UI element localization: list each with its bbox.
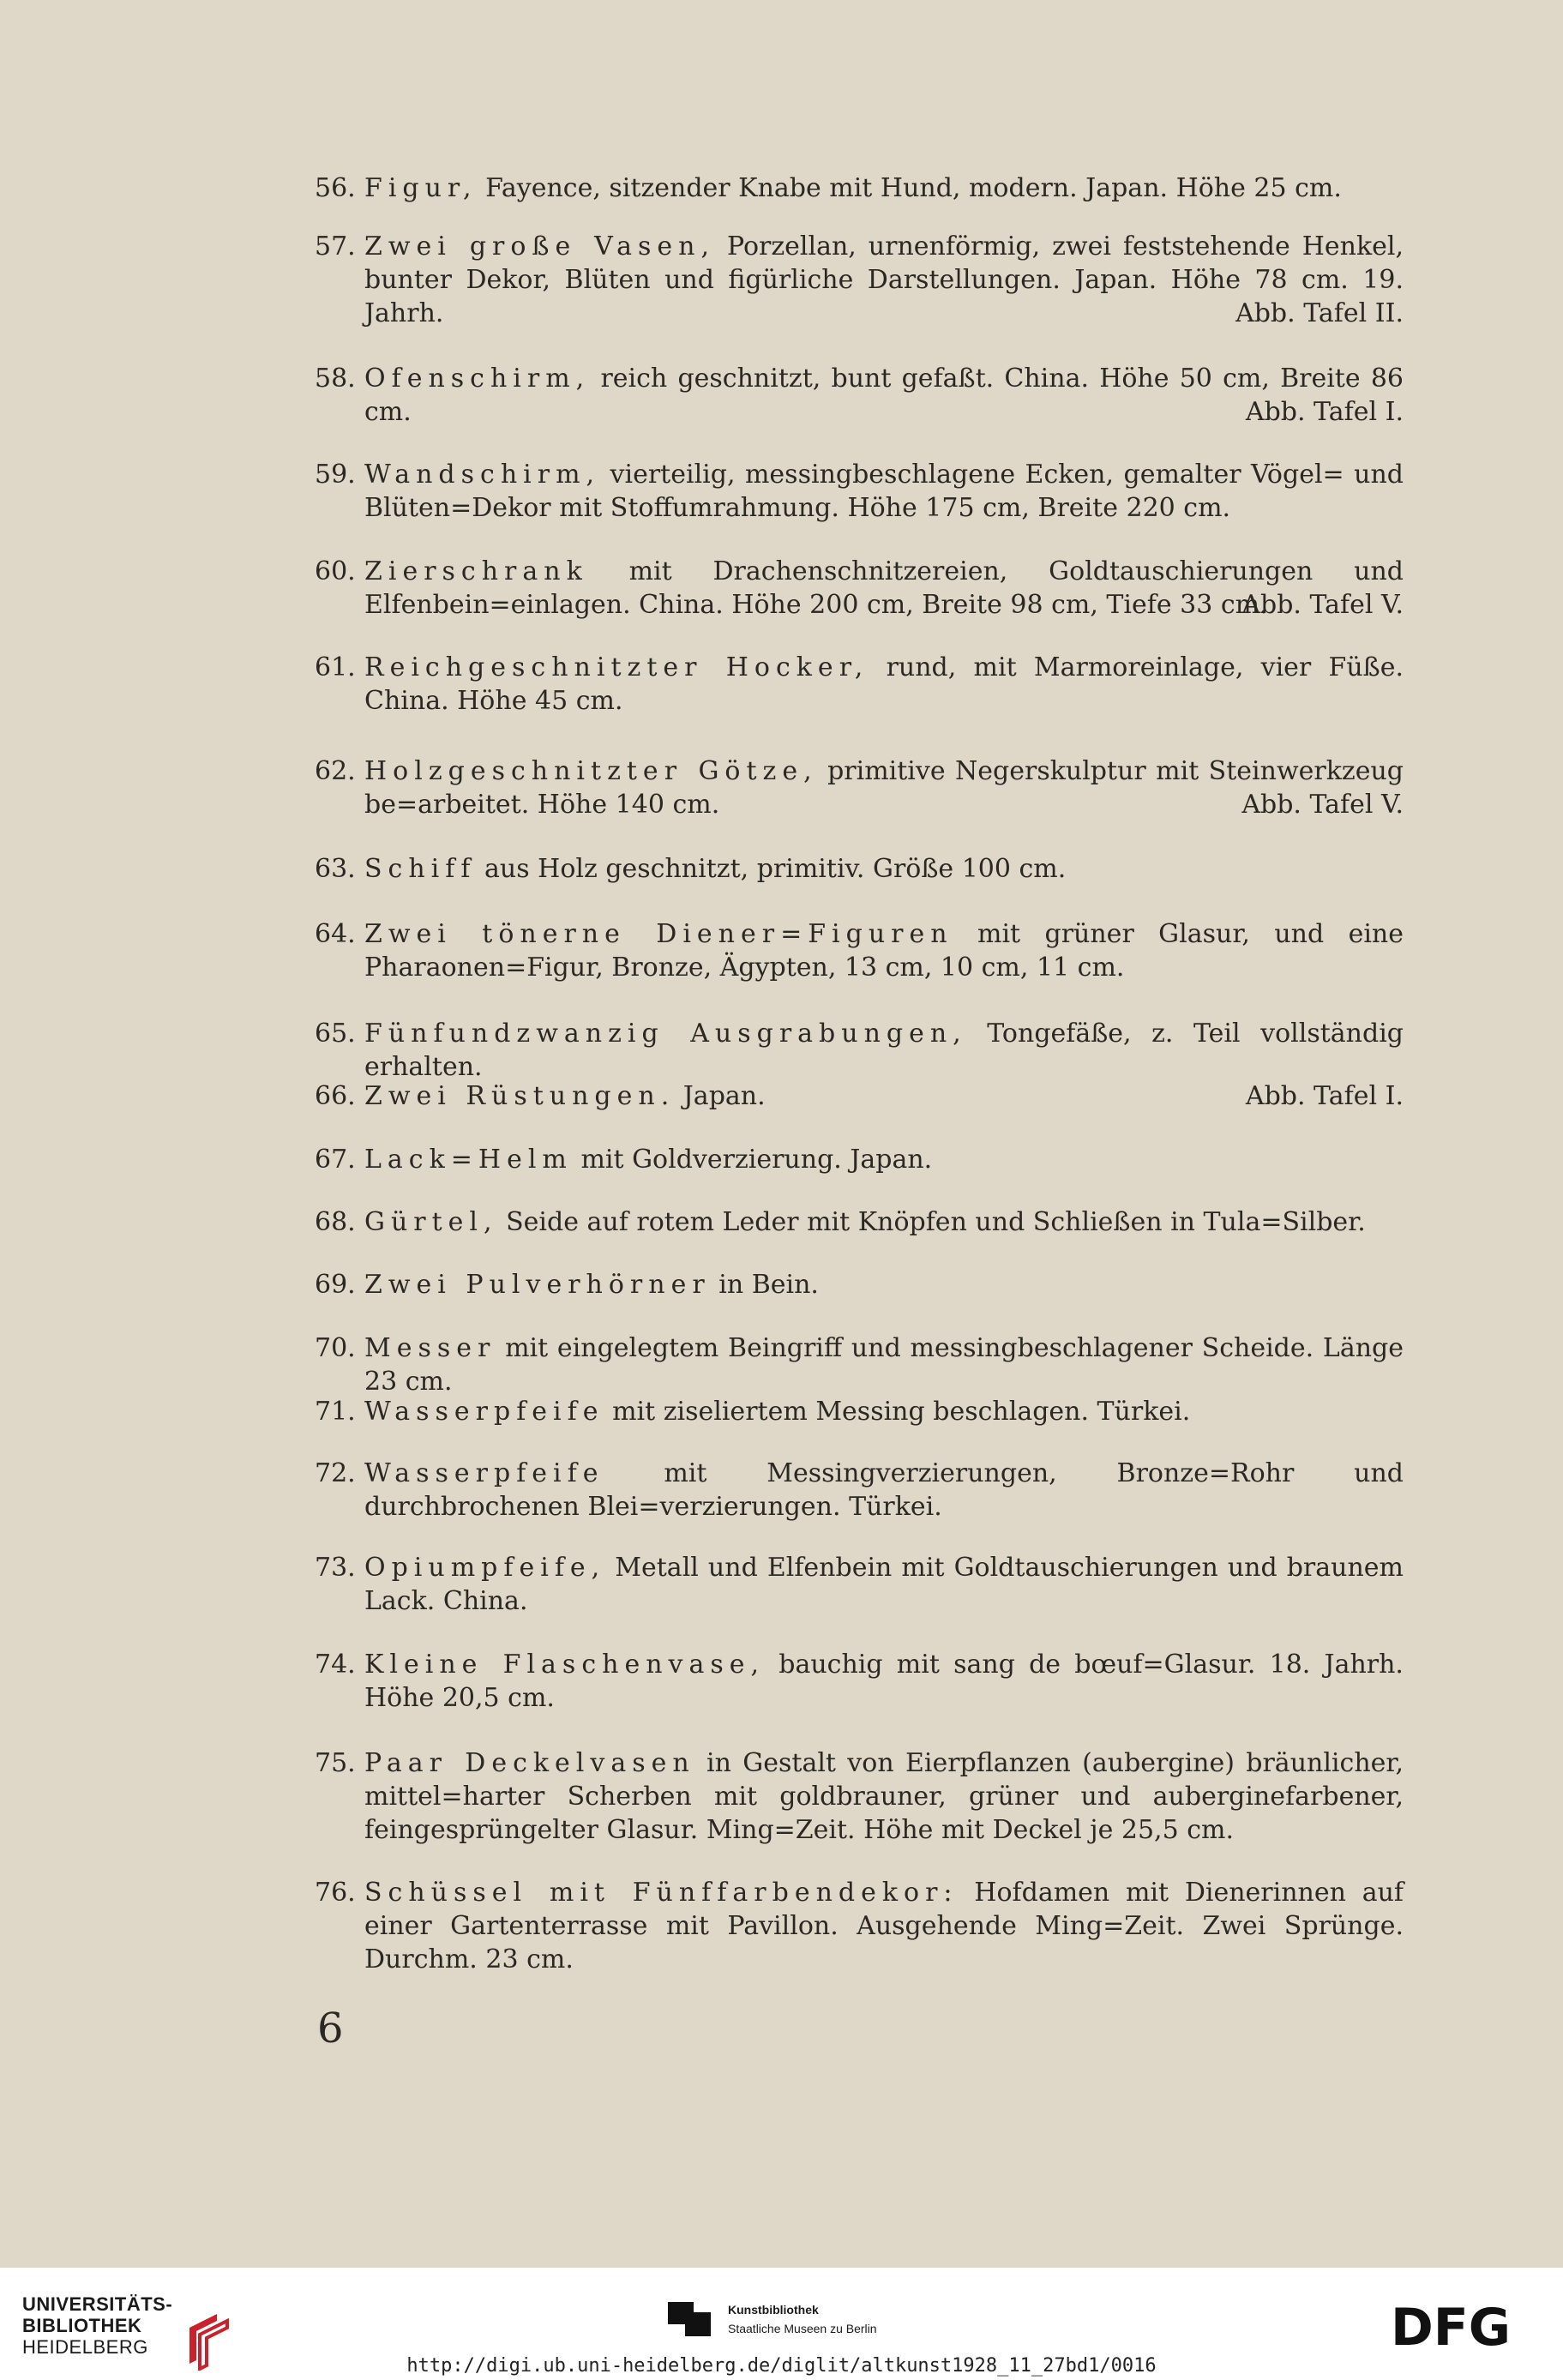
entry-title: Schiff	[364, 854, 477, 884]
entry-title: Zwei tönerne Diener=Figuren	[364, 919, 953, 949]
catalog-entry	[315, 1551, 1404, 1618]
logo-text-line: BIBLIOTHEK	[22, 2315, 142, 2336]
catalog-entry	[315, 458, 1404, 525]
entry-number: 65.	[315, 1019, 356, 1049]
catalog-entry	[315, 852, 1404, 886]
digitization-footer	[0, 2268, 1563, 2380]
entry-title: Fünfundzwanzig Ausgrabungen,	[364, 1019, 967, 1049]
institution-name: Kunstbibliothek	[728, 2303, 819, 2317]
catalog-entry	[315, 754, 1404, 821]
entry-title: Lack=Helm	[364, 1145, 573, 1175]
dfg-logo[interactable]	[1391, 2299, 1545, 2352]
entry-title: Zwei große Vasen,	[364, 231, 715, 261]
logo-text-line: HEIDELBERG	[22, 2336, 148, 2358]
entry-number: 68.	[315, 1207, 356, 1237]
catalog-entry	[315, 651, 1404, 718]
entry-number: 75.	[315, 1748, 356, 1778]
catalog-entry	[315, 171, 1404, 205]
entry-text: bauchig mit sang de bœuf=Glasur. 18. Jahrh. Höhe 20,5 cm.	[364, 1650, 1404, 1713]
catalog-entry	[315, 917, 1404, 984]
catalog-entry	[315, 230, 1404, 330]
entry-number: 58.	[315, 364, 356, 394]
entry-number: 56.	[315, 173, 356, 203]
institution-subtitle: Staatliche Museen zu Berlin	[728, 2322, 877, 2335]
catalog-entry	[315, 1079, 1404, 1113]
entry-text: primitive Negerskulptur mit Steinwerkzeug be=arbeitet. Höhe 140 cm.	[364, 756, 1404, 820]
entry-title: Wandschirm,	[364, 460, 601, 490]
entry-text: rund, mit Marmoreinlage, vier Füße. China. Höhe 45 cm.	[364, 652, 1404, 716]
entry-text: Porzellan, urnenförmig, zwei feststehende Henkel, bunter Dekor, Blüten und figürliche Darstellungen. Japan. Höhe 78 cm. 19. Jahrh.	[364, 231, 1404, 328]
plate-reference: Abb. Tafel I.	[1245, 1081, 1404, 1111]
entry-number: 60.	[315, 556, 356, 586]
entry-title: Holzgeschnitzter Götze,	[364, 756, 818, 786]
logo-text-line: UNIVERSITÄTS-	[22, 2293, 173, 2315]
entry-number: 72.	[315, 1458, 356, 1488]
entry-title: Figur,	[364, 173, 478, 203]
catalog-entry	[315, 1017, 1404, 1084]
entry-title: Gürtel,	[364, 1207, 498, 1237]
entry-number: 64.	[315, 919, 356, 949]
plate-reference: Abb. Tafel I.	[1245, 397, 1404, 427]
entry-text: mit Drachenschnitzereien, Goldtauschierungen und Elfenbein=einlagen. China. Höhe 200 cm, Breite 98 cm, Tiefe 33 cm.	[364, 556, 1404, 620]
entry-text: Hofdamen mit Dienerinnen auf einer Gartenterrasse mit Pavillon. Ausgehende Ming=Zeit. Zwei Sprünge. Durchm. 23 cm.	[364, 1878, 1404, 1974]
catalog-entry	[315, 1268, 1404, 1301]
entry-text: mit grüner Glasur, und eine Pharaonen=Figur, Bronze, Ägypten, 13 cm, 10 cm, 11 cm.	[364, 919, 1404, 983]
entry-number: 70.	[315, 1333, 356, 1363]
entry-title: Messer	[364, 1333, 496, 1363]
catalog-entry	[315, 1648, 1404, 1715]
entry-number: 62.	[315, 756, 356, 786]
heidelberg-library-logo[interactable]	[22, 2293, 172, 2358]
entry-text: in Bein.	[718, 1270, 819, 1300]
entry-text: in Gestalt von Eierpflanzen (aubergine) bräunlicher, mittel=harter Scherben mit goldbrauner, grüner und auberginefarbener, feingesprüngelter Glasur. Ming=Zeit. Höhe mit Deckel je 25,5 cm.	[364, 1748, 1404, 1845]
entry-number: 71.	[315, 1397, 356, 1427]
entry-text: mit eingelegtem Beingriff und messingbeschlagener Scheide. Länge 23 cm.	[364, 1333, 1404, 1397]
entry-title: Wasserpfeife	[364, 1397, 604, 1427]
entry-text: Japan.	[682, 1081, 766, 1111]
entry-title: Schüssel mit Fünffarbendekor:	[364, 1878, 959, 1908]
entry-text: vierteilig, messingbeschlagene Ecken, gemalter Vögel= und Blüten=Dekor mit Stoffumrahmung. Höhe 175 cm, Breite 220 cm.	[364, 460, 1404, 523]
catalog-entry	[315, 1746, 1404, 1847]
kunstbibliothek-mark-icon	[664, 2299, 714, 2340]
entry-title: Zwei Rüstungen.	[364, 1081, 676, 1111]
entry-number: 73.	[315, 1553, 356, 1583]
catalog-entry	[315, 1876, 1404, 1976]
entry-number: 67.	[315, 1145, 356, 1175]
catalog-entry	[315, 1205, 1404, 1239]
catalog-entry	[315, 1143, 1404, 1176]
entry-number: 61.	[315, 652, 356, 682]
entry-title: Ofenschirm,	[364, 364, 591, 394]
plate-reference: Abb. Tafel II.	[1235, 298, 1404, 328]
catalog-entry	[315, 1331, 1404, 1398]
entry-text: Seide auf rotem Leder mit Knöpfen und Schließen in Tula=Silber.	[506, 1207, 1366, 1237]
entry-title: Paar Deckelvasen	[364, 1748, 695, 1778]
catalog-entry	[315, 362, 1404, 429]
permalink-url[interactable]: http://digi.ub.uni-heidelberg.de/diglit/altkunst1928_11_27bd1/0016	[406, 2355, 1157, 2377]
entry-text: reich geschnitzt, bunt gefaßt. China. Höhe 50 cm, Breite 86 cm.	[364, 364, 1404, 427]
plate-reference: Abb. Tafel V.	[1241, 790, 1404, 820]
entry-title: Zwei Pulverhörner	[364, 1270, 711, 1300]
entry-text: mit ziseliertem Messing beschlagen. Türkei.	[612, 1397, 1191, 1427]
entry-text: mit Messingverzierungen, Bronze=Rohr und durchbrochenen Blei=verzierungen. Türkei.	[364, 1458, 1404, 1522]
entry-number: 59.	[315, 460, 356, 490]
entry-number: 74.	[315, 1650, 356, 1680]
entry-number: 76.	[315, 1878, 356, 1908]
page-number: 6	[317, 2004, 344, 2052]
entry-title: Opiumpfeife,	[364, 1553, 606, 1583]
catalog-entry	[315, 1395, 1404, 1428]
entry-title: Zierschrank	[364, 556, 588, 586]
entry-title: Reichgeschnitzter Hocker,	[364, 652, 869, 682]
entry-number: 66.	[315, 1081, 356, 1111]
entry-text: Metall und Elfenbein mit Goldtauschierungen und braunem Lack. China.	[364, 1553, 1404, 1616]
dfg-text: DFG	[1391, 2299, 1512, 2352]
entry-text: aus Holz geschnitzt, primitiv. Größe 100 cm.	[484, 854, 1067, 884]
entry-text: Tongefäße, z. Teil vollständig erhalten.	[364, 1019, 1404, 1082]
entry-text: Fayence, sitzender Knabe mit Hund, modern. Japan. Höhe 25 cm.	[485, 173, 1342, 203]
entry-title: Kleine Flaschenvase,	[364, 1650, 766, 1680]
entry-number: 69.	[315, 1270, 356, 1300]
entry-number: 57.	[315, 231, 356, 261]
entry-number: 63.	[315, 854, 356, 884]
catalog-entry	[315, 1457, 1404, 1524]
plate-reference: Abb. Tafel V.	[1241, 590, 1404, 620]
catalog-entry	[315, 555, 1404, 622]
entry-title: Wasserpfeife	[364, 1458, 604, 1488]
entry-text: mit Goldverzierung. Japan.	[580, 1145, 933, 1175]
